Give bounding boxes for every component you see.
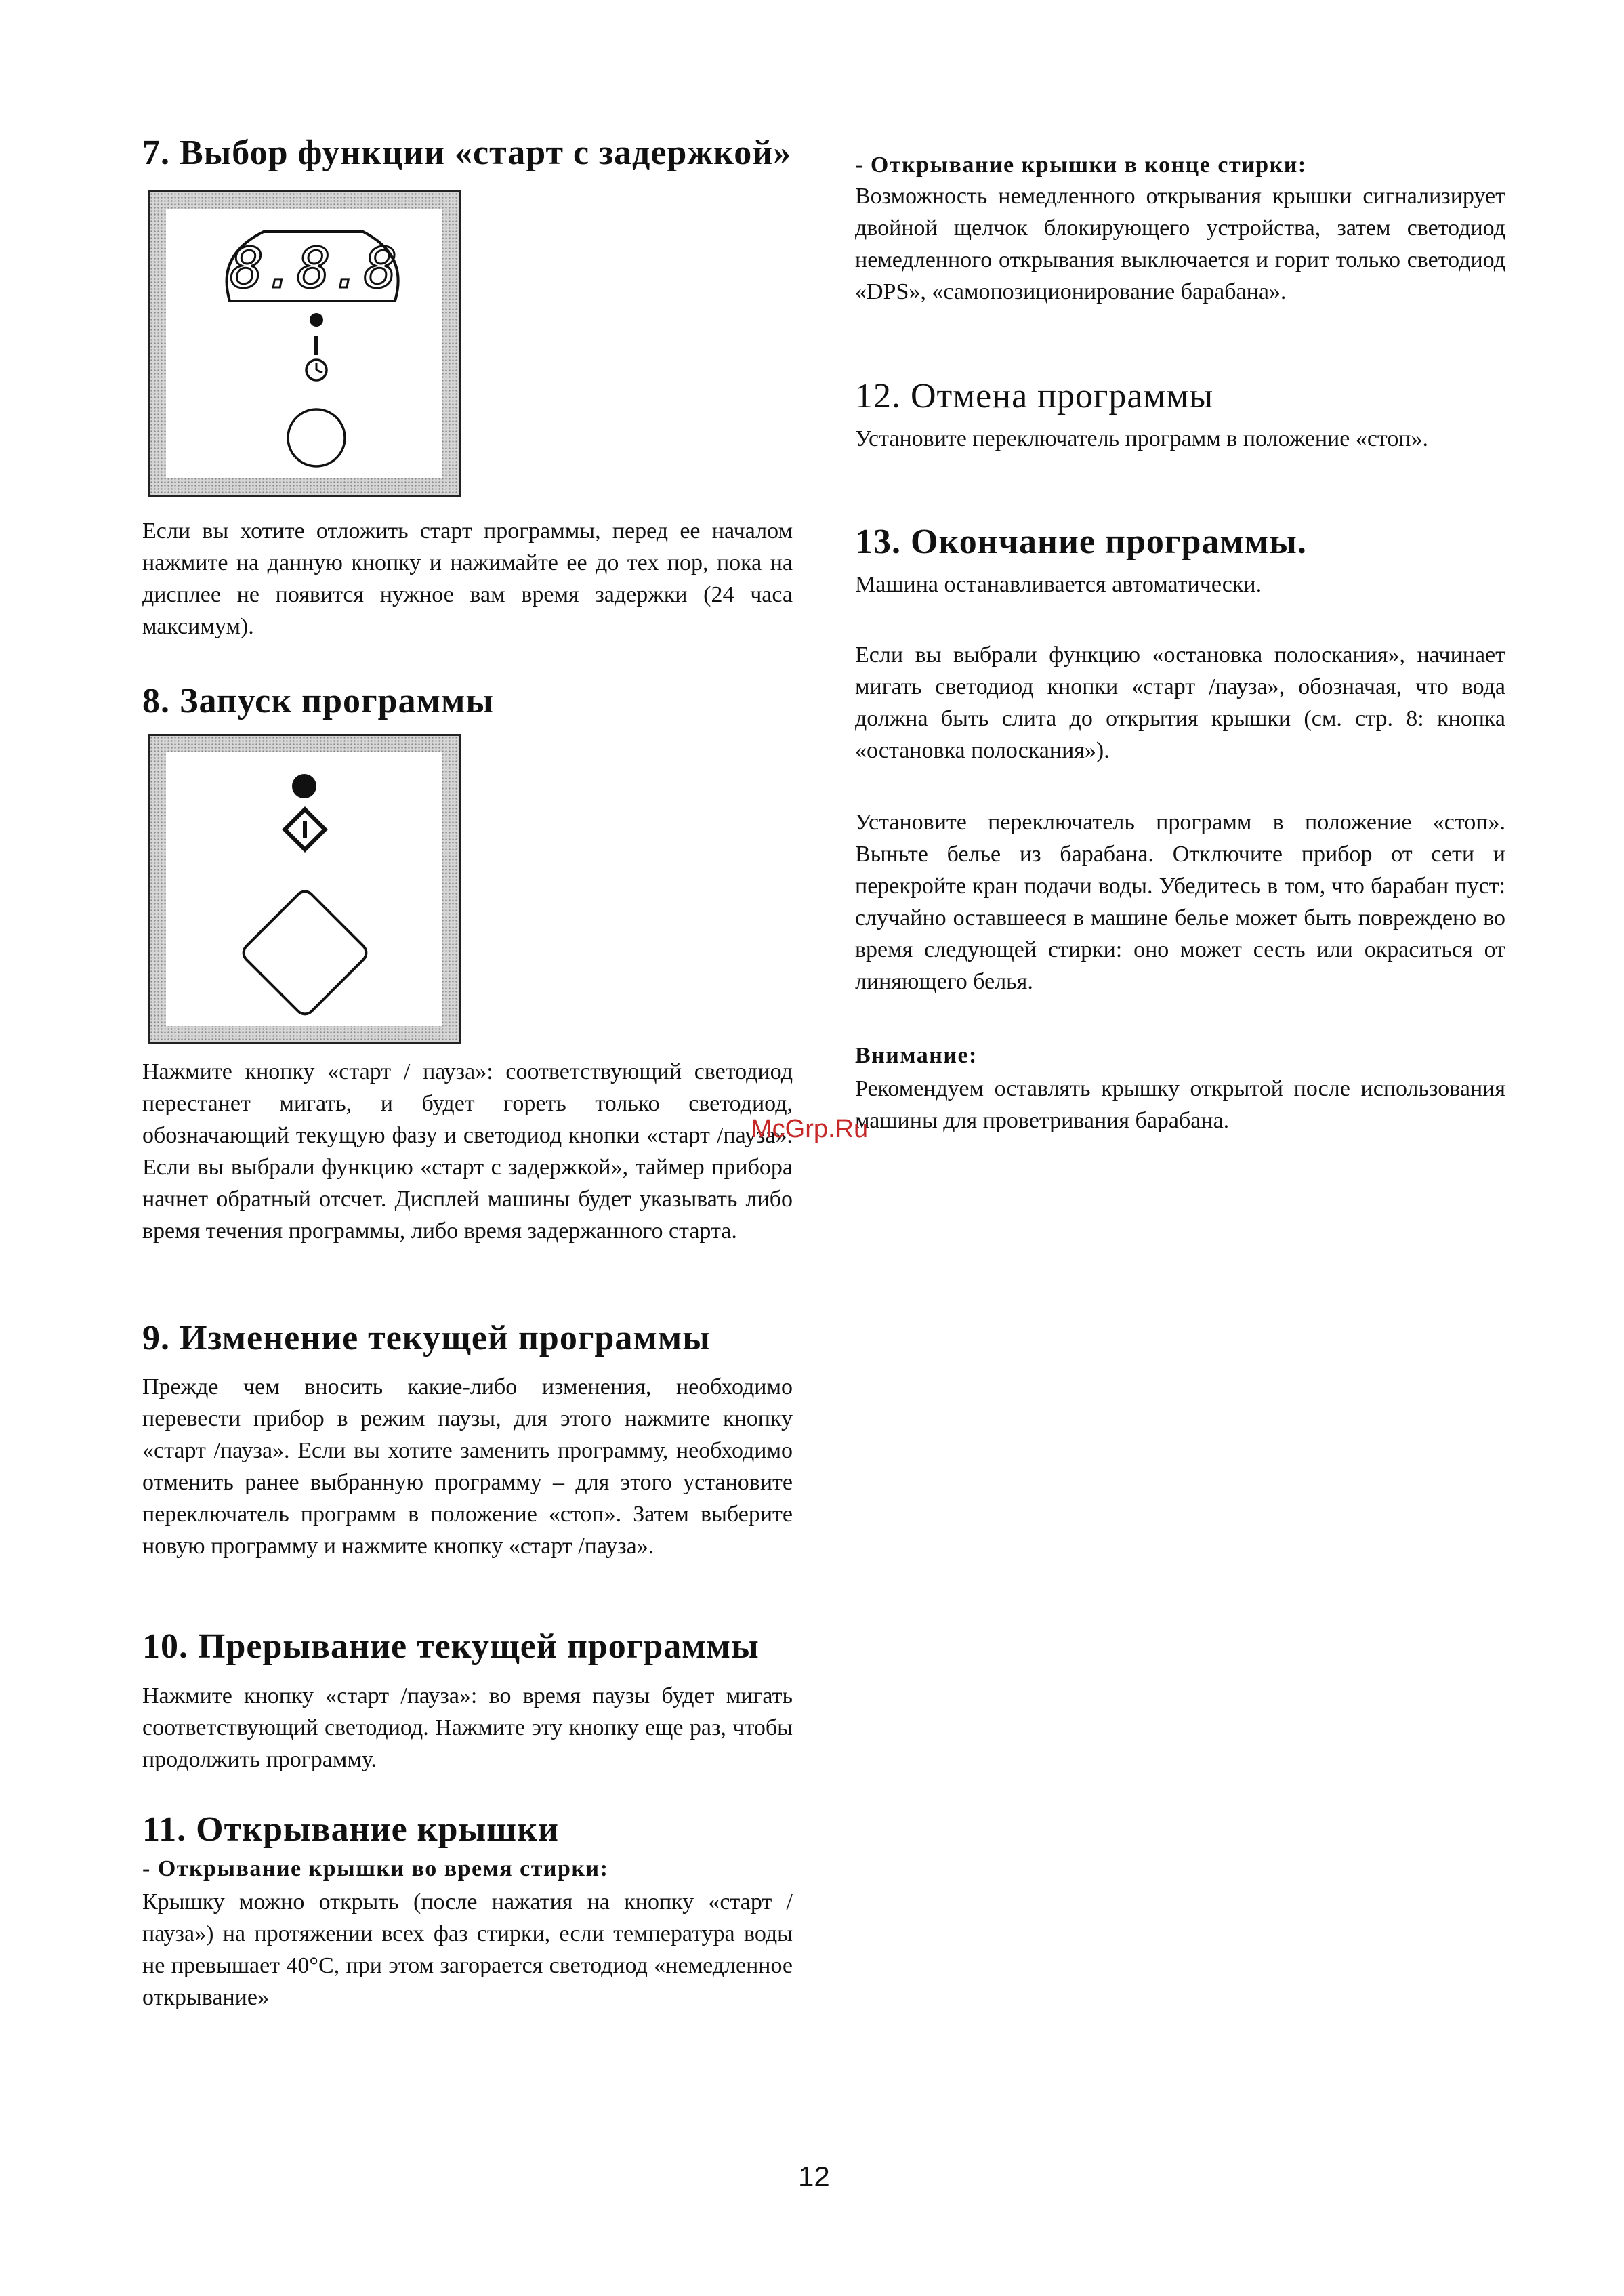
section-10-title: 10. Прерывание текущей программы — [142, 1627, 759, 1666]
display-digits: 8.8.8 — [230, 237, 398, 301]
section-11-subtitle-end-of-wash: - Открывание крышки в конце стирки: — [855, 152, 1307, 178]
page-number: 12 — [798, 2160, 830, 2192]
section-11-body-end-of-wash: Возможность немедленного открывания крышки сигнализирует двойной щелчок блокирующего устройства, затем светодиод немедленного открывания выключается и горит только светодиод «DPS», «самопозиционирование барабана». — [855, 184, 1505, 304]
section-9-body: Прежде чем вносить какие-либо изменения, необходимо перевести прибор в режим паузы, для этого нажмите кнопку «старт /пауза». Если вы хотите заменить программу, необходимо отменить ранее выбранную программу – для этого установите переключатель программ в положение «стоп». Затем выберите новую программу и нажмите кнопку «старт /пауза». — [142, 1374, 793, 1559]
section-10-body: Нажмите кнопку «старт /пауза»: во время паузы будет мигать соответствующий светодиод. Нажмите эту кнопку еще раз, чтобы продолжить программу. — [142, 1683, 793, 1772]
section-7-title: 7. Выбор функции «старт с задержкой» — [142, 134, 792, 172]
led-indicator — [292, 774, 316, 798]
section-9-title: 9. Изменение текущей программы — [142, 1319, 711, 1357]
section-11-subtitle-during-wash: - Открывание крышки во время стирки: — [142, 1856, 609, 1881]
warning-body: Рекомендуем оставлять крышку открытой после использования машины для проветривания барабана. — [855, 1076, 1505, 1133]
section-13-paragraph-2: Если вы выбрали функцию «остановка полоскания», начинает мигать светодиод кнопки «старт /пауза», обозначая, что вода должна быть слита до открытия крышки (см. стр. 8: кнопка «остановка полоскания»). — [855, 642, 1505, 763]
section-11-body-during-wash: Крышку можно открыть (после нажатия на кнопку «старт /пауза») на протяжении всех фаз стирки, если температура воды не превышает 40°С, при этом загорается светодиод «немедленное открывание» — [142, 1889, 793, 2010]
section-11-title: 11. Открывание крышки — [142, 1810, 559, 1849]
section-13-title: 13. Окончание программы. — [855, 522, 1307, 561]
start-pause-panel-illustration — [148, 734, 461, 1044]
delay-start-panel-graphic — [150, 192, 459, 495]
section-13-paragraph-3: Установите переключатель программ в положение «стоп». Выньте белье из барабана. Отключите прибор от сети и перекройте кран подачи воды. Убедитесь в том, что барабан пуст: случайно оставшееся в машине белье может быть повреждено во время следующей стирки: оно может сесть или окраситься от линяющего белья. — [855, 810, 1505, 994]
warning-title: Внимание: — [855, 1043, 978, 1068]
delay-start-panel-illustration — [148, 190, 461, 497]
section-12-body: Установите переключатель программ в положение «стоп». — [855, 426, 1429, 451]
watermark-text: McGrp.Ru — [751, 1115, 869, 1143]
section-8-title: 8. Запуск программы — [142, 682, 495, 720]
delay-start-button[interactable] — [288, 409, 345, 466]
section-12-title: 12. Отмена программы — [855, 377, 1214, 415]
start-pause-panel-graphic — [150, 736, 459, 1042]
section-7-body: Если вы хотите отложить старт программы, перед ее началом нажмите на данную кнопку и нажимайте ее до тех пор, пока на дисплее не появится нужное вам время задержки (24 часа максимум). — [142, 518, 793, 639]
start-pause-button[interactable] — [240, 888, 370, 1018]
led-indicator — [310, 313, 323, 327]
section-13-paragraph-1: Машина останавливается автоматически. — [855, 572, 1262, 597]
section-8-body: Нажмите кнопку «старт / пауза»: соответствующий светодиод перестанет мигать, и будет гореть только светодиод, обозначающий текущую фазу и светодиод кнопки «старт /пауза». Если вы выбрали функцию «старт с задержкой», таймер прибора начнет обратный отсчет. Дисплей машины будет указывать либо время течения программы, либо время задержанного старта. — [142, 1059, 793, 1244]
